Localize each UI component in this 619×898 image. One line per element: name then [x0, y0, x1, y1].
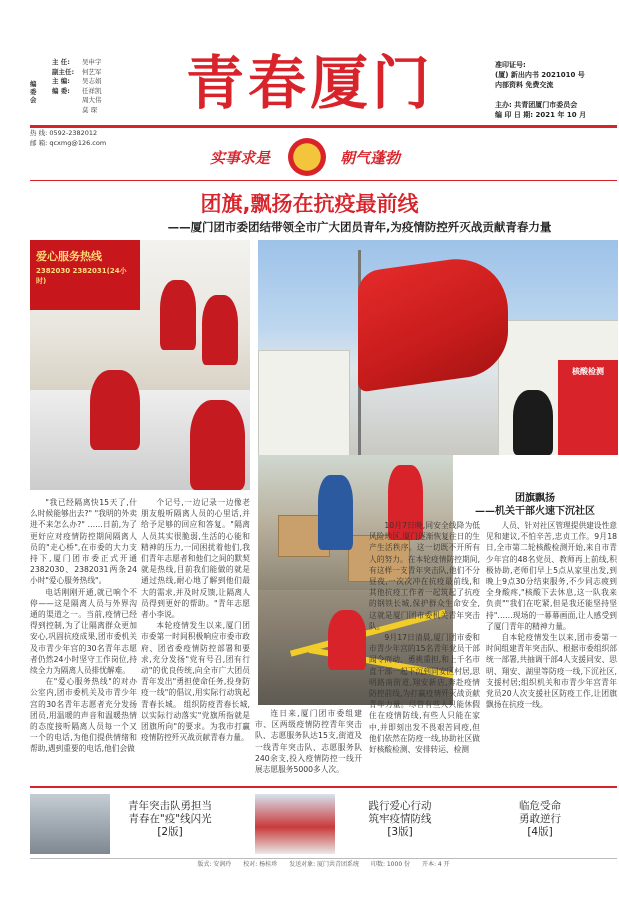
bottom-rule	[30, 786, 617, 788]
staff-role: 编 委:	[52, 86, 70, 95]
footer-distribution: 发送对象: 厦门共青团系统	[289, 861, 360, 868]
staff-row	[30, 96, 130, 106]
volunteer-figure	[513, 390, 553, 455]
article-column-1	[30, 497, 137, 755]
paragraph: 人员、针对社区管理提供建设性意见和建议,不怕辛苦,忠贞工作。9月18日,全市第二轮核酸检测开始,来自市青少年宫的48名党员、教师再上前线,积极协助,老师们早上5点从家里出发,到晚上9点30分结束服务,不少同志疲到全身酸疼,"核酸下去休息,这一队我来负责""我们在吃紧,但是我还能坚持坚持"……现场的一幕幕画面,让人感受到了厦门青年的精神力量。	[486, 521, 617, 631]
footer	[30, 858, 617, 871]
volunteer-figure	[202, 295, 238, 365]
slogan-right: 朝气蓬勃	[340, 149, 401, 167]
teaser-page-2[interactable]	[115, 800, 225, 839]
testing-sign: 核酸检测	[572, 367, 604, 376]
staff-role	[52, 106, 82, 116]
caption-line-1: 团旗飘扬	[515, 493, 555, 504]
staff-name: 吴志娟	[82, 77, 102, 86]
volunteer-figure	[160, 280, 196, 350]
staff-name: 莫 琛	[82, 105, 98, 114]
internal-note: 内部资料 免费交流	[495, 81, 554, 89]
subheadline: ——厦门团市委团结带领全市广大团员青年,为疫情防控歼灭战贡献青春力量	[167, 220, 552, 234]
teaser-line: 临危受命	[519, 800, 561, 812]
teaser-page-ref: [4版]	[527, 826, 553, 838]
staff-name: 周大伟	[82, 96, 102, 105]
staff-row	[30, 87, 130, 97]
volunteer-figure	[328, 610, 366, 670]
contact-info	[30, 128, 106, 148]
article-column-3	[255, 708, 362, 775]
permit-label: 准印证号:	[495, 61, 526, 69]
paragraph: 自本轮疫情发生以来,团市委第一时间组建青年突击队、根据市委组织部统一部署,共抽调干部4人支援同安、思明、翔安、湖里等防疫一线,下沉社区,支援村居;组织机关和市青少年宫青年党员20人次支援社区防疫工作,让团旗飘扬在抗疫一线。	[486, 633, 617, 710]
headline: 团旗,飘扬在抗疫最前线	[200, 192, 419, 216]
teaser-photo	[255, 794, 335, 854]
caption-line-2: ——机关干部火速下沉社区	[475, 506, 595, 517]
teaser-page-3[interactable]	[345, 800, 455, 839]
paragraph: 个记号,一边记录一边像老朋友般听隔离人员的心里话,并给予足够的回应和答复。"隔离人员其实很脆弱,生活的心能和精神的压力,一同困扰着他们,我们青年志愿者和他们之间的默契就是热线,目前我们能做的就是通过热线,耐心地了解到他们最大的需求,并及时反馈,让隔离人员得到更好的帮助。"青年志愿者小李说。	[141, 498, 250, 620]
paragraph: 电话刚刚开通,就已响个不停——这是隔离人员与外界沟通的渠道之一。当前,疫情已经得到控制,为了让隔离群众更加安心,巩固抗疫成果,团市委机关及市青少年宫的30名青年志愿者仍然24小时坚守工作岗位,持续全力为隔离人员排忧解难。	[30, 587, 137, 676]
staff-row	[30, 68, 130, 78]
slogan-left: 实事求是	[210, 149, 271, 167]
league-flag	[358, 251, 508, 392]
staff-role: 主 任:	[52, 58, 70, 66]
staff-name: 吴申宇	[82, 58, 102, 66]
testing-booth	[558, 360, 618, 455]
footer-proof: 校对: 杨桂珍	[243, 861, 278, 868]
volunteer-figure	[190, 400, 245, 490]
teaser-line: 青春在"疫"线闪光	[128, 813, 212, 825]
publish-date: 编 印 日 期: 2021 年 10 月	[495, 111, 587, 119]
staff-row	[30, 77, 130, 87]
divider	[30, 180, 617, 181]
staff-name: 任祥凯	[82, 86, 102, 95]
staff-role	[52, 96, 82, 106]
flag-community-photo	[258, 240, 618, 455]
staff-role: 主 编:	[52, 77, 70, 86]
article-column-4	[369, 520, 480, 755]
masthead-rule	[30, 125, 617, 128]
teaser-line: 筑牢疫情防线	[368, 813, 432, 825]
hotline: 热 线: 0592-2382012	[30, 129, 98, 137]
publication-info	[495, 60, 615, 120]
teaser-photo	[30, 794, 110, 854]
paragraph: 在"爱心服务热线"的对办公室内,团市委机关及市青少年宫的30名青年志愿者充分发扬团员,用温暖的声音和温暖热情的态度接听隔离人员每一个又一个的电话,为他们提供情绪和帮助,遇到重要的电话,他们会做	[30, 677, 137, 754]
paragraph: 本轮疫情发生以来,厦门团市委第一时间积极响应市委市政府、团省委疫情防控部署和要求,充分发扬"党有号召,团有行动"的优良传统,向全市广大团员青年发出"勇担使命任务,投身防疫一线"的倡议,用实际行动筑起青春长城。 组织防疫青春长城,以实际行动落实"党旗所指就是团旗所向"的要求。为我市打赢疫情防控歼灭战贡献青春力量。	[141, 621, 250, 743]
footer-layout: 版式: 安润玲	[197, 861, 232, 868]
paragraph: "我已经隔离快15天了,什么时候能够出去?" "我明的外卖进不来怎么办?" ……日前,为了更好应对疫情防控期间隔离人员的"走心桥",在市委的大力支持下,厦门团市委正式开通2382030、2382031两条24小时"爱心服务热线"。	[30, 498, 137, 586]
editorial-board-label: 编委会	[30, 80, 37, 104]
staff-role: 副主任:	[52, 67, 75, 76]
paragraph: 连日来,厦门团市委组建市、区两级疫情防控青年突击队、志愿服务队达15支,街道及一线青年突击队、志愿服务队240余支,投入疫情防控一线开展志愿服务5000多人次。	[255, 709, 362, 775]
paragraph: 10月7日晚,同安全线降为低风险地区,厦门逐渐恢复往日的生产生活秩序。这一切既不开所有人的努力。在本轮疫情防控期间,有这样一支青年突击队,他们不分昼夜,一次次冲在抗疫最前线,和其他抗疫工作者一起筑起了抗疫的钢铁长城,保护群众生命安全,这就是厦门团市委机关青年突击队。	[369, 521, 480, 631]
teaser-page-ref: [2版]	[157, 826, 183, 838]
hotline-banner-phones: 2382030 2382031(24小时)	[36, 267, 127, 285]
paragraph: 9月17日清晨,厦门团市委和市青少年宫的15名青年党员干部闻令而动、勇挑重担,和上千名市直干部一起下沉到同安区村居,思明路南街道,翔安新店,奔赴疫情防控前线,为打赢疫情歼灭战贡献青年力量。尽管有些人只能休假住在疫情防线,有些人只能在家中,并即刻出发不畏艰苦同疫,但他们依然在防疫一线,协助社区做好核酸检测、安排转运、检测	[369, 633, 480, 755]
teaser-page-ref: [3版]	[387, 826, 413, 838]
staff-name: 何艺军	[82, 67, 102, 76]
volunteer-figure	[90, 370, 140, 450]
volunteer-figure	[318, 475, 353, 550]
youth-league-emblem-icon	[288, 138, 326, 176]
teaser-line: 践行爱心行动	[368, 800, 432, 812]
photo-caption	[455, 492, 615, 518]
building	[258, 350, 350, 455]
hotline-volunteers-photo	[30, 240, 250, 490]
newspaper-title: 青春厦门	[185, 49, 434, 117]
teaser-line: 勇敢逆行	[519, 813, 561, 825]
hotline-banner	[30, 240, 140, 310]
article-column-5	[486, 520, 617, 710]
editorial-board	[30, 58, 130, 116]
article-column-2	[141, 497, 250, 743]
permit-number: (厦) 新出内书 2021010 号	[495, 71, 585, 79]
publisher: 主办: 共青团厦门市委员会	[495, 101, 578, 109]
hotline-banner-title: 爱心服务热线	[36, 250, 102, 263]
teaser-page-4[interactable]	[475, 800, 605, 839]
email[interactable]: 邮 箱: qcxmg@126.com	[30, 139, 107, 147]
staff-row	[30, 106, 130, 116]
footer-format: 开本: 4 开	[421, 861, 450, 868]
teaser-line: 青年突击队勇担当	[128, 800, 212, 812]
staff-row	[30, 58, 130, 68]
footer-copies: 印数: 1000 份	[370, 861, 411, 868]
